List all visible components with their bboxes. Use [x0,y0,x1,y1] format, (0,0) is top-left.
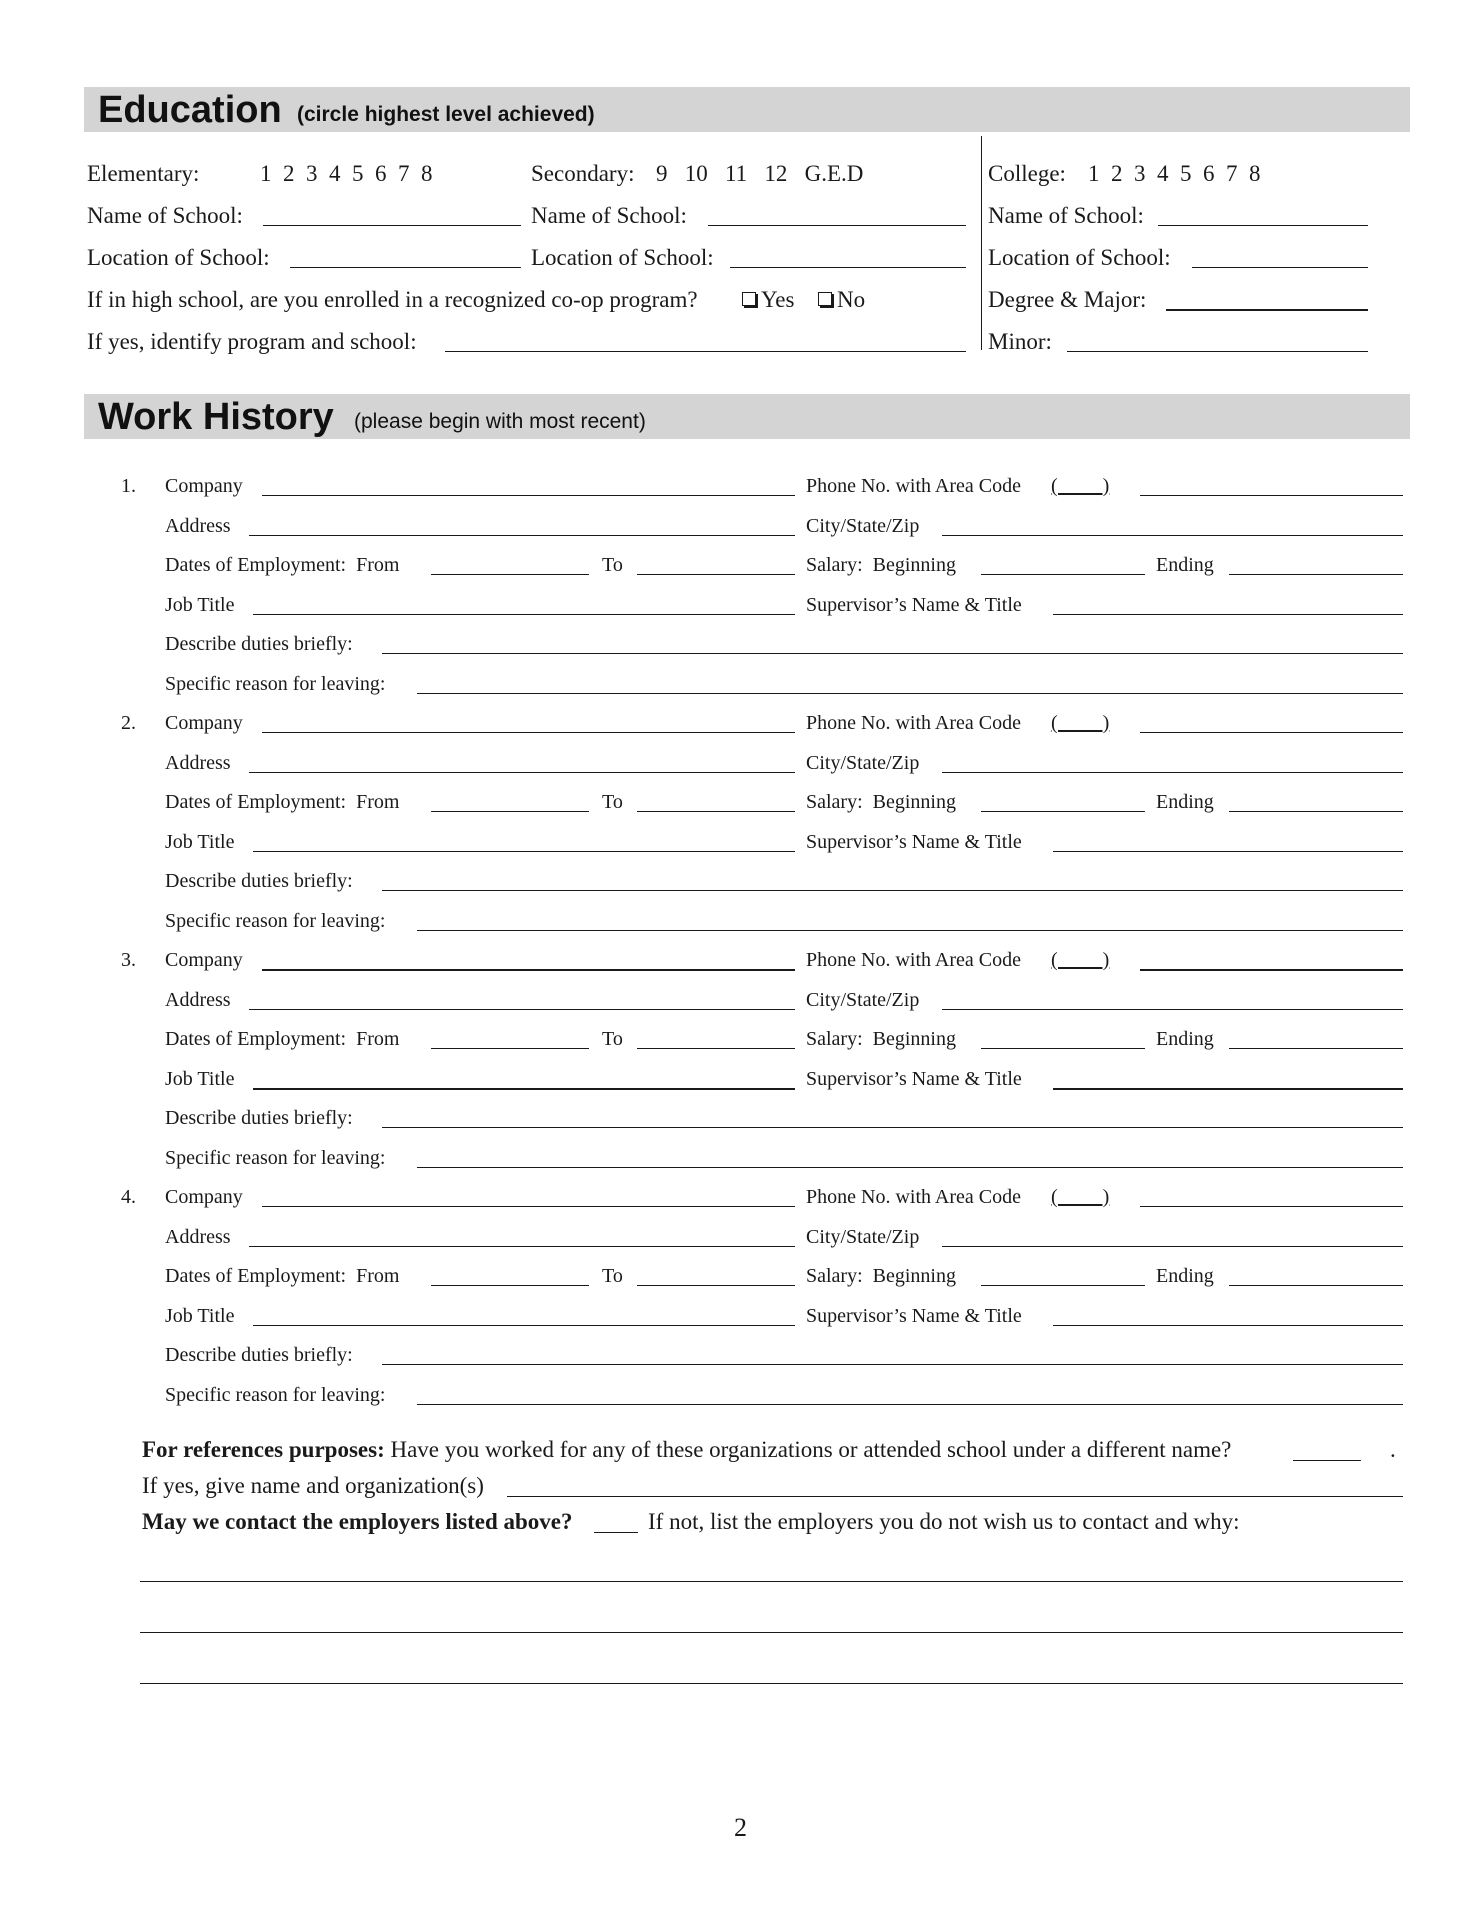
dates-to-label: To [602,554,623,576]
coop-question: If in high school, are you enrolled in a recognized co-op program? [87,287,698,312]
city-state-zip-field[interactable] [942,1009,1403,1010]
address-label: Address [165,515,231,537]
dates-from-label: Dates of Employment: From [165,1265,400,1287]
dates-from-label: Dates of Employment: From [165,791,400,813]
phone-label: Phone No. with Area Code [806,1186,1021,1208]
references-purposes-text: Have you worked for any of these organizations or attended school under a different name? [390,1437,1232,1462]
coop-yes-label: Yes [761,287,795,312]
secondary-levels[interactable]: 9 10 11 12 G.E.D [656,161,864,186]
area-code-field[interactable]: ( ) [1051,475,1110,497]
salary-beginning-label: Salary: Beginning [806,791,956,813]
phone-label: Phone No. with Area Code [806,949,1021,971]
contact-employers-label: May we contact the employers listed above? [142,1509,573,1534]
reason-for-leaving-label: Specific reason for leaving: [165,673,386,695]
work-history-subtitle: (please begin with most recent) [354,410,646,433]
college-levels[interactable]: 1 2 3 4 5 6 7 8 [1088,161,1261,186]
contact-employers-question [142,1510,573,1533]
phone-field[interactable] [1140,969,1403,971]
salary-beginning-field[interactable] [981,574,1145,575]
company-field[interactable] [262,495,795,496]
different-name-answer-field[interactable] [1293,1460,1361,1461]
checkbox-icon[interactable] [742,292,756,306]
area-code-field[interactable]: ( ) [1051,949,1110,971]
address-field[interactable] [249,535,795,536]
entry-number: 3. [121,949,136,971]
area-code-field[interactable]: ( ) [1051,1186,1110,1208]
secondary-school-location-label: Location of School: [531,245,714,270]
duties-field[interactable] [382,653,1403,654]
degree-major-field[interactable] [1166,309,1368,311]
address-field[interactable] [249,1246,795,1247]
dates-to-label: To [602,1028,623,1050]
identify-program-field[interactable] [445,351,966,352]
minor-field[interactable] [1067,351,1368,352]
give-name-label: If yes, give name and organization(s) [142,1473,484,1498]
date-to-field[interactable] [637,574,795,575]
salary-ending-label: Ending [1156,1265,1214,1287]
job-title-field[interactable] [253,614,795,615]
salary-ending-field[interactable] [1229,1285,1403,1286]
salary-ending-label: Ending [1156,554,1214,576]
supervisor-field[interactable] [1053,614,1403,615]
salary-ending-label: Ending [1156,791,1214,813]
company-field[interactable] [262,732,795,733]
salary-beginning-label: Salary: Beginning [806,1265,956,1287]
company-label: Company [165,712,243,734]
explanation-line-1[interactable] [140,1581,1403,1582]
address-label: Address [165,752,231,774]
college-school-location-label: Location of School: [988,245,1171,270]
contact-employers-text: If not, list the employers you do not wish us to contact and why: [648,1509,1240,1534]
date-from-field[interactable] [431,574,589,575]
city-state-zip-field[interactable] [942,1246,1403,1247]
city-state-zip-field[interactable] [942,535,1403,536]
reason-for-leaving-label: Specific reason for leaving: [165,1147,386,1169]
references-purposes-label: For references purposes: [142,1437,385,1462]
entry-number: 2. [121,712,136,734]
company-label: Company [165,949,243,971]
company-label: Company [165,475,243,497]
reason-for-leaving-label: Specific reason for leaving: [165,910,386,932]
city-state-zip-label: City/State/Zip [806,515,920,537]
reason-for-leaving-field[interactable] [417,693,1403,694]
salary-ending-label: Ending [1156,1028,1214,1050]
page-number: 2 [734,1813,747,1842]
company-field[interactable] [262,969,795,971]
work-history-title: Work History [98,396,334,438]
salary-beginning-field[interactable] [981,811,1145,812]
duties-label: Describe duties briefly: [165,633,353,655]
reason-for-leaving-label: Specific reason for leaving: [165,1384,386,1406]
duties-label: Describe duties briefly: [165,870,353,892]
salary-beginning-label: Salary: Beginning [806,554,956,576]
phone-label: Phone No. with Area Code [806,475,1021,497]
date-from-field[interactable] [431,1285,589,1286]
college-school-name-label: Name of School: [988,203,1144,228]
reason-for-leaving-field[interactable] [417,930,1403,931]
entry-number: 1. [121,475,136,497]
duties-field[interactable] [382,1364,1403,1365]
job-title-field[interactable] [253,851,795,852]
college-label: College: [988,161,1066,186]
entry-number: 4. [121,1186,136,1208]
dates-from-label: Dates of Employment: From [165,1028,400,1050]
coop-no-label: No [837,287,866,312]
secondary-school-name-field[interactable] [708,225,966,226]
area-code-field[interactable]: ( ) [1051,712,1110,734]
supervisor-label: Supervisor’s Name & Title [806,831,1022,853]
duties-label: Describe duties briefly: [165,1344,353,1366]
duties-field[interactable] [382,1127,1403,1128]
education-column-divider [981,136,982,350]
address-label: Address [165,1226,231,1248]
supervisor-label: Supervisor’s Name & Title [806,1305,1022,1327]
salary-beginning-field[interactable] [981,1048,1145,1049]
salary-beginning-label: Salary: Beginning [806,1028,956,1050]
supervisor-field[interactable] [1053,1325,1403,1326]
education-header [84,87,1410,132]
phone-field[interactable] [1140,495,1403,496]
salary-ending-field[interactable] [1229,811,1403,812]
identify-program-label: If yes, identify program and school: [87,329,417,354]
date-to-field[interactable] [637,1048,795,1049]
dates-from-label: Dates of Employment: From [165,554,400,576]
education-subtitle: (circle highest level achieved) [297,103,595,126]
duties-field[interactable] [382,890,1403,891]
date-to-field[interactable] [637,811,795,812]
address-label: Address [165,989,231,1011]
city-state-zip-label: City/State/Zip [806,989,920,1011]
give-name-field[interactable] [507,1496,1403,1497]
dates-to-label: To [602,791,623,813]
degree-major-label: Degree & Major: [988,287,1147,312]
duties-label: Describe duties briefly: [165,1107,353,1129]
supervisor-label: Supervisor’s Name & Title [806,1068,1022,1090]
phone-field[interactable] [1140,732,1403,733]
reason-for-leaving-field[interactable] [417,1404,1403,1405]
company-label: Company [165,1186,243,1208]
references-question [142,1438,1231,1461]
contact-employers-answer-field[interactable] [594,1532,638,1533]
work-history-header [84,394,1410,439]
company-field[interactable] [262,1206,795,1207]
college-school-location-field[interactable] [1192,267,1368,268]
job-title-label: Job Title [165,831,235,853]
supervisor-field[interactable] [1053,851,1403,852]
date-to-field[interactable] [637,1285,795,1286]
phone-label: Phone No. with Area Code [806,712,1021,734]
job-title-label: Job Title [165,594,235,616]
job-title-label: Job Title [165,1068,235,1090]
job-title-field[interactable] [253,1088,795,1090]
elementary-school-name-label: Name of School: [87,203,243,228]
salary-beginning-field[interactable] [981,1285,1145,1286]
coop-yes-option[interactable] [742,288,794,311]
secondary-school-name-label: Name of School: [531,203,687,228]
elementary-school-location-label: Location of School: [87,245,270,270]
date-from-field[interactable] [431,1048,589,1049]
secondary-label: Secondary: [531,161,635,186]
phone-field[interactable] [1140,1206,1403,1207]
address-field[interactable] [249,772,795,773]
explanation-line-3[interactable] [140,1683,1403,1684]
salary-ending-field[interactable] [1229,574,1403,575]
elementary-school-location-field[interactable] [290,267,521,268]
city-state-zip-label: City/State/Zip [806,1226,920,1248]
education-title: Education [98,89,282,131]
minor-label: Minor: [988,329,1052,354]
supervisor-label: Supervisor’s Name & Title [806,594,1022,616]
dates-to-label: To [602,1265,623,1287]
date-from-field[interactable] [431,811,589,812]
supervisor-field[interactable] [1053,1088,1403,1090]
coop-no-option[interactable] [818,288,865,311]
college-school-name-field[interactable] [1158,225,1368,226]
reason-for-leaving-field[interactable] [417,1167,1403,1168]
checkbox-icon[interactable] [818,292,832,306]
city-state-zip-field[interactable] [942,772,1403,773]
city-state-zip-label: City/State/Zip [806,752,920,774]
secondary-school-location-field[interactable] [730,267,966,268]
address-field[interactable] [249,1009,795,1010]
salary-ending-field[interactable] [1229,1048,1403,1049]
job-title-label: Job Title [165,1305,235,1327]
explanation-line-2[interactable] [140,1632,1403,1633]
elementary-label: Elementary: [87,161,200,186]
references-purposes-period: . [1390,1437,1396,1462]
elementary-levels[interactable]: 1 2 3 4 5 6 7 8 [260,161,433,186]
job-title-field[interactable] [253,1325,795,1326]
elementary-school-name-field[interactable] [263,225,521,226]
